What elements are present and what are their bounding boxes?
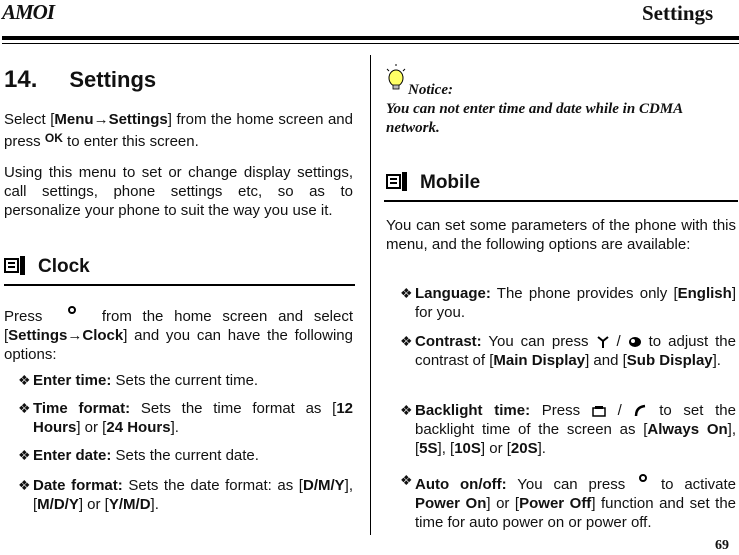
text: Press [541, 402, 581, 419]
item-label: Enter date: [33, 447, 112, 464]
option: Power On [415, 495, 487, 512]
text: ] and [ [585, 352, 627, 369]
option: 12 Hours [33, 400, 354, 436]
phone-menu-icon [4, 256, 26, 276]
list-item [400, 471, 736, 532]
clock-title: Clock [38, 255, 90, 277]
list-item [18, 476, 353, 514]
text: You can press [517, 476, 626, 493]
text: to adjust the contrast of [ [415, 333, 736, 369]
option: 5S [419, 440, 438, 457]
column-divider [370, 55, 371, 535]
bullet-icon: ❖ [400, 333, 413, 349]
list-item [18, 371, 353, 390]
bullet-icon: ❖ [400, 472, 413, 488]
amoi-logo: AMOI [2, 0, 55, 24]
chapter-number: 14. [4, 66, 38, 93]
text: to activate [660, 476, 737, 493]
text: ] and you can have the following options: [4, 327, 353, 363]
phone-menu-icon [386, 172, 408, 192]
item-label: Date format: [33, 477, 123, 494]
text: ], [ [33, 477, 353, 513]
text: You can press [488, 333, 589, 350]
option: 24 Hours [106, 419, 171, 436]
text: ]. [150, 496, 159, 513]
page-number: 69 [715, 538, 729, 553]
item-text: The phone provides only [ [496, 285, 678, 302]
notice-title: Notice: [408, 82, 453, 98]
text: from the home screen and select [ [4, 308, 354, 344]
bullet-icon: ❖ [400, 285, 413, 301]
option: 20S [510, 440, 538, 457]
text: ] function and set the time for auto power on or power off. [415, 495, 737, 531]
text: to set the backlight time of the screen as [ [415, 402, 736, 438]
text: ] or [ [486, 495, 520, 512]
item-label: Language: [415, 285, 491, 302]
notice-text: You can not enter time and date while in CDMA network. [386, 101, 683, 136]
option: Power Off [519, 495, 592, 512]
mobile-heading [386, 172, 736, 192]
settings-term: Settings [8, 327, 68, 344]
item-label: Backlight time: [415, 402, 531, 419]
text: to enter this screen. [67, 133, 199, 150]
text: ], [ [415, 421, 736, 457]
clock-term: Clock [82, 327, 124, 344]
lightbulb-icon [384, 64, 408, 92]
option: Main Display [493, 352, 586, 369]
bullet-icon: ❖ [18, 400, 31, 416]
description-paragraph: Using this menu to set or change display settings, call settings, phone settings etc, so as to personalize your phone to suit the way you use it. [4, 164, 353, 219]
down-key-icon [628, 335, 642, 349]
option: D/M/Y [302, 477, 345, 494]
option: Sub Display [626, 352, 713, 369]
chapter-heading [4, 66, 353, 93]
left-soft-key-icon [592, 404, 606, 418]
bullet-icon: ❖ [18, 447, 31, 463]
clock-paragraph: Press from the home screen and select [Settings→Clock] and you can have the following options: [4, 303, 353, 364]
option: Always On [647, 421, 728, 438]
menu-term: Menu [54, 111, 94, 128]
option: English [677, 285, 732, 302]
item-text: Sets the current date. [115, 447, 259, 464]
up-key-icon [596, 335, 610, 349]
text: ] for you. [415, 285, 736, 321]
right-soft-key-icon [633, 404, 647, 418]
text: / [616, 333, 621, 350]
list-item [18, 446, 353, 465]
text: ]. [537, 440, 546, 457]
item-label: Enter time: [33, 372, 112, 389]
text: Select [ [4, 111, 55, 128]
item-text: Sets the current time. [115, 372, 259, 389]
text: ] from the home screen and press [4, 111, 353, 150]
option: M/D/Y [37, 496, 79, 513]
item-label: Auto on/off: [415, 476, 507, 493]
clock-rule [4, 284, 355, 286]
list-item [400, 284, 736, 322]
bullet-icon: ❖ [18, 477, 31, 493]
center-key-icon [65, 303, 79, 317]
text: ] or [ [78, 496, 109, 513]
mobile-title: Mobile [420, 171, 481, 193]
settings-term: Settings [108, 111, 168, 128]
center-key-icon [636, 471, 650, 485]
arrow: → [93, 111, 109, 128]
header-rule-thin [2, 43, 739, 44]
text: ], [ [437, 440, 455, 457]
list-item [400, 332, 736, 370]
item-label: Contrast: [415, 333, 482, 350]
intro-paragraph [4, 110, 353, 151]
text: ] or [ [480, 440, 511, 457]
text: ] or [ [76, 419, 107, 436]
header-title: Settings [642, 1, 714, 25]
text: ]. [170, 419, 179, 436]
header-rule [2, 36, 739, 40]
item-text: Sets the date format: as [ [128, 477, 303, 494]
chapter-title: Settings [69, 67, 157, 92]
bullet-icon: ❖ [18, 372, 31, 388]
option: Y/M/D [108, 496, 151, 513]
text: Press [4, 308, 43, 325]
item-label: Time format: [33, 400, 131, 417]
clock-heading [4, 256, 353, 276]
option: 10S [454, 440, 481, 457]
list-item [400, 401, 736, 458]
text: ]. [712, 352, 721, 369]
bullet-icon: ❖ [400, 402, 413, 418]
list-item [18, 399, 353, 437]
mobile-rule [384, 200, 738, 202]
mobile-intro: You can set some parameters of the phone with this menu, and the following options are available: [386, 217, 736, 253]
text: / [617, 402, 622, 419]
ok-key-icon: OK [44, 131, 63, 145]
item-text: Sets the time format as [ [140, 400, 337, 417]
